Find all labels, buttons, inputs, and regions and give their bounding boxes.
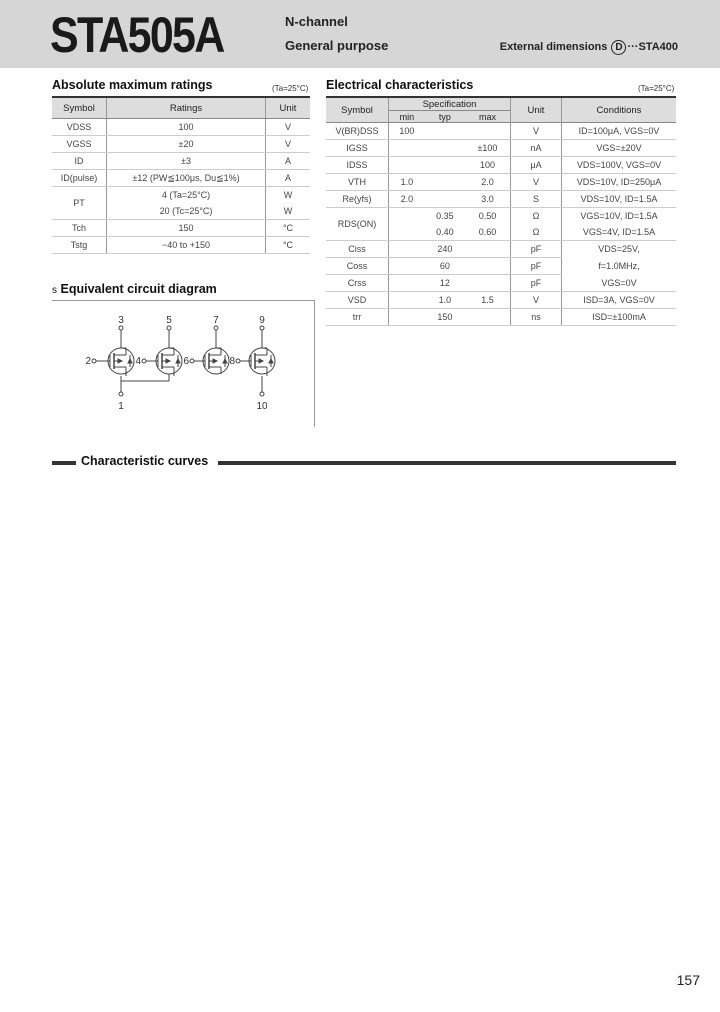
abs-max-condition: (Ta=25°C) (272, 84, 309, 93)
circuit-title-text: Equivalent circuit diagram (60, 282, 217, 296)
cell-typ: 12 (425, 275, 465, 292)
cell-rating: −40 to +150 (107, 237, 266, 254)
mosfet-4 (236, 326, 275, 396)
cell-symbol: ID(pulse) (52, 170, 107, 187)
col-header-symbol: Symbol (326, 97, 389, 123)
ext-dim-label: External dimensions (499, 41, 608, 53)
col-header-typ: typ (425, 111, 465, 123)
cell-symbol: Coss (326, 258, 389, 275)
cell-conditions: VDS=10V, ID=250μA (562, 174, 677, 191)
cell-max (465, 123, 511, 140)
mosfet-2 (142, 326, 182, 381)
mosfet-1 (92, 326, 134, 396)
cell-unit: ns (511, 309, 562, 326)
cell-typ: 1.0 (425, 292, 465, 309)
cell-unit: A (266, 170, 311, 187)
cell-min (389, 208, 425, 225)
table-row (326, 174, 676, 191)
cell-max (465, 241, 511, 258)
cell-conditions: VGS=±20V (562, 140, 677, 157)
cell-conditions: ISD=3A, VGS=0V (562, 292, 677, 309)
cell-symbol: IGSS (326, 140, 389, 157)
cell-unit: °C (266, 237, 311, 254)
col-header-specification: Specification (389, 97, 511, 111)
table-row (326, 157, 676, 174)
cell-unit: V (266, 119, 311, 136)
cell-min (389, 258, 425, 275)
cell-symbol: trr (326, 309, 389, 326)
characteristic-curves-title: Characteristic curves (78, 454, 211, 468)
pin-label-3: 3 (118, 315, 124, 326)
cell-typ: 60 (425, 258, 465, 275)
table-row (326, 123, 676, 140)
table-row (326, 208, 676, 225)
cell-min: 100 (389, 123, 425, 140)
table-row (52, 170, 310, 187)
col-header-unit: Unit (266, 97, 311, 119)
pin-label-7: 7 (213, 315, 219, 326)
cell-symbol: Tstg (52, 237, 107, 254)
pin-label-5: 5 (166, 315, 172, 326)
cell-unit: V (511, 174, 562, 191)
external-dimensions (500, 40, 678, 55)
table-row (52, 136, 310, 153)
cell-unit: V (266, 136, 311, 153)
circuit-svg (52, 301, 314, 427)
table-row (326, 191, 676, 208)
cell-symbol: IDSS (326, 157, 389, 174)
circuit-title (52, 282, 217, 296)
pin-label-9: 9 (259, 315, 265, 326)
abs-max-table (52, 96, 310, 254)
cell-conditions: VDS=100V, VGS=0V (562, 157, 677, 174)
cell-symbol: VDSS (52, 119, 107, 136)
pin-label-10: 10 (256, 401, 268, 412)
cell-min (389, 140, 425, 157)
cell-symbol: PT (52, 187, 107, 220)
cell-rating: ±12 (PW≦100μs, Du≦1%) (107, 170, 266, 187)
page-number: 157 (676, 972, 700, 988)
cell-max: 100 (465, 157, 511, 174)
cell-max: ±100 (465, 140, 511, 157)
cell-conditions: f=1.0MHz, (598, 261, 640, 271)
package-name: STA400 (638, 41, 678, 53)
elec-condition: (Ta=25°C) (638, 84, 675, 93)
table-row (52, 119, 310, 136)
cell-max: 1.5 (465, 292, 511, 309)
cell-min: 1.0 (389, 174, 425, 191)
cell-conditions: VGS=10V, ID=1.5A (580, 211, 658, 221)
pin-label-6: 6 (183, 356, 189, 367)
cell-typ (425, 140, 465, 157)
col-header-max: max (465, 111, 511, 123)
part-number: STA505A (50, 7, 224, 63)
table-row (52, 220, 310, 237)
cell-symbol: VSD (326, 292, 389, 309)
cell-symbol: Ciss (326, 241, 389, 258)
cell-conditions: VDS=10V, ID=1.5A (562, 191, 677, 208)
abs-max-title: Absolute maximum ratings (52, 78, 213, 92)
col-header-symbol: Symbol (52, 97, 107, 119)
cell-typ: 150 (425, 309, 465, 326)
cell-max: 0.60 (465, 224, 511, 241)
cell-unit: pF (511, 275, 562, 292)
cell-min (389, 241, 425, 258)
heading-rule-right (218, 461, 676, 465)
cell-min (389, 309, 425, 326)
cell-typ: 0.40 (425, 224, 465, 241)
circuit-title-prefix: s (52, 285, 57, 296)
cell-typ: 240 (425, 241, 465, 258)
cell-unit: °C (266, 220, 311, 237)
cell-symbol: Tch (52, 220, 107, 237)
mosfet-3 (190, 326, 229, 374)
cell-unit: V (511, 123, 562, 140)
cell-rating: 20 (Tc=25°C) (107, 203, 266, 220)
cell-conditions: VDS=25V, (598, 244, 640, 255)
cell-conditions: VGS=4V, ID=1.5A (562, 224, 677, 241)
cell-min (389, 275, 425, 292)
cell-typ (425, 191, 465, 208)
col-header-ratings: Ratings (107, 97, 266, 119)
cell-rating: ±3 (107, 153, 266, 170)
col-header-min: min (389, 111, 425, 123)
package-code-badge: D (611, 40, 626, 55)
cell-unit: A (266, 153, 311, 170)
cell-symbol: ID (52, 153, 107, 170)
cell-unit: nA (511, 140, 562, 157)
table-row (52, 237, 310, 254)
table-row (52, 187, 310, 204)
cell-rating: ±20 (107, 136, 266, 153)
cell-typ: 0.35 (436, 211, 454, 221)
cell-conditions: VGS=0V (562, 275, 677, 292)
table-row (326, 292, 676, 309)
cell-typ (425, 123, 465, 140)
cell-unit: W (266, 187, 311, 204)
cell-min (389, 224, 425, 241)
col-header-conditions: Conditions (562, 97, 677, 123)
cell-unit: Ω (511, 224, 562, 241)
elec-table (326, 96, 676, 326)
cell-unit: V (511, 292, 562, 309)
col-header-unit: Unit (511, 97, 562, 123)
cell-typ (425, 157, 465, 174)
table-row (326, 258, 676, 275)
cell-max (465, 275, 511, 292)
cell-max: 3.0 (465, 191, 511, 208)
cell-rating: 150 (107, 220, 266, 237)
pin-label-2: 2 (85, 356, 91, 367)
cell-unit: pF (511, 241, 562, 258)
cell-symbol: Re(yfs) (326, 191, 389, 208)
cell-unit: W (266, 203, 311, 220)
cell-unit: pF (511, 258, 562, 275)
cell-symbol: RDS(ON) (326, 208, 389, 241)
cell-unit: Ω (511, 208, 562, 225)
cell-symbol: VTH (326, 174, 389, 191)
cell-max (465, 309, 511, 326)
cell-max: 2.0 (465, 174, 511, 191)
cell-symbol: Crss (326, 275, 389, 292)
ext-dim-separator: ··· (627, 41, 639, 53)
pin-label-8: 8 (229, 356, 235, 367)
heading-rule-left (52, 461, 76, 465)
elec-title: Electrical characteristics (326, 78, 474, 92)
cell-conditions: ID=100μA, VGS=0V (562, 123, 677, 140)
table-row (326, 309, 676, 326)
cell-conditions: ISD=±100mA (562, 309, 677, 326)
characteristic-curves-heading (52, 454, 676, 470)
pin-label-4: 4 (135, 356, 141, 367)
cell-rating: 4 (Ta=25°C) (161, 190, 211, 200)
cell-max: 0.50 (478, 211, 497, 221)
cell-rating: 100 (107, 119, 266, 136)
table-row (52, 153, 310, 170)
table-row (326, 275, 676, 292)
cell-min: 2.0 (389, 191, 425, 208)
pin-label-1: 1 (118, 401, 124, 412)
cell-max (465, 258, 511, 275)
cell-typ (425, 174, 465, 191)
table-row (326, 140, 676, 157)
cell-symbol: V(BR)DSS (326, 123, 389, 140)
cell-min (389, 292, 425, 309)
cell-symbol: VGSS (52, 136, 107, 153)
table-row (326, 241, 676, 258)
purpose: General purpose (285, 38, 389, 53)
cell-unit: S (511, 191, 562, 208)
cell-min (389, 157, 425, 174)
header-band (0, 0, 720, 68)
equivalent-circuit-diagram (52, 300, 315, 427)
channel-type: N-channel (285, 14, 348, 29)
cell-unit: μA (511, 157, 562, 174)
